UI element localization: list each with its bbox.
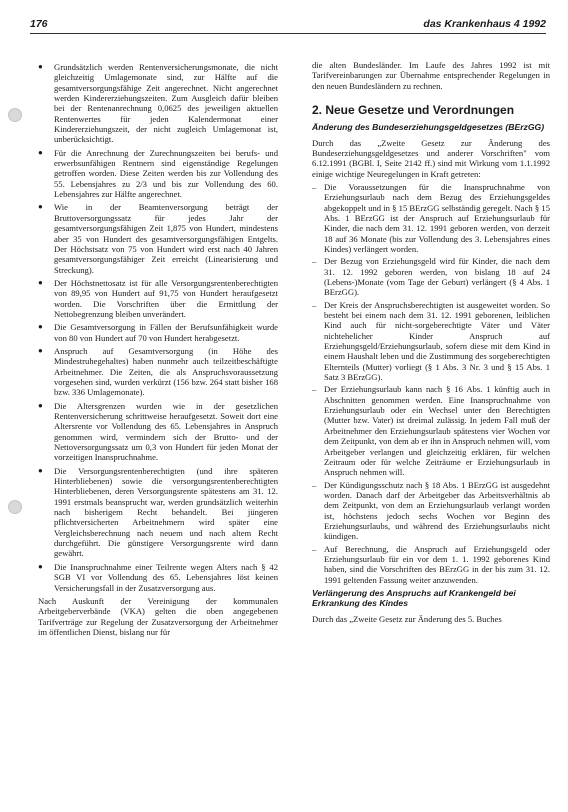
list-item: – Der Bezug von Erziehungsgeld wird für Kinder, die nach dem 31. 12. 1992 geboren werden, von bislang 18 auf 24 (Lebens-)Monate (vom Tage der Geburt) verlängert (§ 4 Abs. 1 BErzGG). — [312, 256, 550, 297]
list-item: ● Die Gesamtversorgung in Fällen der Berufsunfähigkeit wurde von 80 von Hundert auf 70 von Hundert herabgesetzt. — [38, 322, 278, 343]
list-item: – Auf Berechnung, die Anspruch auf Erziehungsgeld oder Erziehungsurlaub für ein vor dem 1. 1. 1992 geborenes Kind haben, sind die Vorschriften des BErzGG in der bis zum 31. 12. 1991 geltenden Fassung weiter anzuwenden. — [312, 544, 550, 585]
dash-list — [312, 182, 550, 585]
journal-title: das Krankenhaus 4 1992 — [423, 18, 546, 30]
punch-hole — [8, 500, 22, 514]
list-item: ● Der Höchstnettosatz ist für alle Versorgungsrentenberechtigten von 89,95 von Hundert auf 91,75 von Hundert heraufgesetzt worden. Die Vorschriften über die Ermittlung der Nettobegrenzung bleiben unverändert. — [38, 278, 278, 319]
bullet-list — [38, 62, 278, 593]
page-header — [30, 18, 546, 32]
list-item: ● Die Inanspruchnahme einer Teilrente wegen Alters nach § 42 SGB VI vor Vollendung des 65. Lebensjahres löst keinen Versicherungsfall in der Zusatzversorgung aus. — [38, 562, 278, 593]
list-item: – Die Voraussetzungen für die Inanspruchnahme von Erziehungsurlaub nach dem Bezug des Erziehungsgeldes abgekoppelt und in § 15 BErzGG selbständig geregelt. Nach § 15 Abs. 1 BErzGG ist der Anspruch auf Erziehungsurlaub für Kinder, die nach dem 31. 12. 1991 geboren werden, von derzeit 18 auf 36 Monate (bis zur Vollendung des 3. Lebensjahres eines Kindes) verlängert worden. — [312, 182, 550, 254]
right-column — [312, 60, 550, 627]
closing-paragraph: Nach Auskunft der Vereinigung der kommunalen Arbeitgeberverbände (VKA) gelten die oben angegebenen Tarifverträge zur Regelung der Zusatzversorgung der Arbeitnehmer im öffentlichen Dienst, bislang nur für — [38, 595, 278, 637]
list-item: ● Für die Anrechnung der Zurechnungszeiten bei berufs- und erwerbsunfähigen Rentnern sind eigenständige Regelungen getroffen worden. Diese Zeiten werden bis zur Vollendung des 55. Lebensjahres zu 2/3 und bis zur Vollendung des 60. Lebensjahres zur Hälfte angerechnet. — [38, 148, 278, 200]
list-item: – Der Kündigungsschutz nach § 18 Abs. 1 BErzGG ist ausgedehnt worden. Danach darf der Arbeitgeber das Arbeitsverhältnis ab dem Zeitpunkt, von dem an Erziehungsurlaub verlangt worden ist, höchstens jedoch sechs Wochen vor Beginn des Erziehungsurlaubs, und während des Erziehungsurlaubs nicht kündigen. — [312, 480, 550, 542]
list-item: ● Die Altersgrenzen wurden wie in der gesetzlichen Rentenversicherung schrittweise heraufgesetzt. Soweit dort eine Altersrente vor Vollendung des 65. Lebensjahres in Anspruch genommen wird, vermindern sich der Brutto- und der Nettoversorgungssatz um 0,3 von Hundert für jeden Monat der vorzeitigen Inanspruchnahme. — [38, 401, 278, 463]
list-item: ● Anspruch auf Gesamtversorgung (in Höhe des Mindestruhegehaltes) haben nunmehr auch teilzeitbeschäftigte Arbeitnehmer. Die Zeiten, die als Anspruchsvoraussetzung vorgesehen sind, wurden verkürzt (156 bzw. 264 statt bisher 168 bzw. 336 Umlagemonate). — [38, 346, 278, 398]
list-item: – Der Kreis der Anspruchsberechtigten ist ausgeweitet worden. So besteht bei einem nach dem 31. 12. 1991 geborenen, leiblichen Kind auch für nicht-sorgeberechtigte Väter und Väter nichtehelicher Kinder Anspruch auf Erziehungsgeld/Erziehungsurlaub, sofern diese mit dem Kind in einem Haushalt leben und die Zustimmung des sorgeberechtigten Elternteils (Mutter) vorliegt (§ 1 Abs. 3 Nr. 3 und § 15 Abs. 1 Satz 3 BErzGG). — [312, 300, 550, 383]
list-item: ● Grundsätzlich werden Rentenversicherungsmonate, die nicht gleichzeitig Umlagemonate sind, zur Hälfte auf die gesamtversorgungsfähige Zeit angerechnet. Nicht angerechnet werden Kindererziehungszeiten. Zum Ausgleich dafür bleiben bei der Rentenanrechnung 0,0625 des jeweiligen aktuellen Rentenwertes für jeden Kalendermonat einer Kindererziehungszeit, der nicht zugleich Umlagemonat ist, unberücksichtigt. — [38, 62, 278, 145]
left-column — [38, 62, 278, 640]
closing-paragraph: Durch das „Zweite Gesetz zur Änderung des 5. Buches — [312, 613, 502, 624]
list-item: ● Die Versorgungsrentenberechtigten (und ihre späteren Hinterbliebenen) sowie die versorgungsrentenberechtigten Hinterbliebenen, deren Versorgungsrente spätestens am 31. 12. 1991 erstmals beansprucht war, werden grundsätzlich weiterhin nach bisherigem Recht behandelt. Bei jüngeren pflichtversicherten Arbeitnehmern wird später eine Vergleichsberechnung nach neuem und nach altem Recht durchgeführt. Die günstigere Versorgungsrente wird dann gewährt. — [38, 466, 278, 559]
subheading: Verlängerung des Anspruchs auf Krankengeld bei Erkrankung des Kindes — [312, 587, 516, 609]
list-item: ● Wie in der Beamtenversorgung beträgt der Bruttoversorgungssatz für jedes Jahr der gesamtversorgungsfähigen Zeit 1,875 von Hundert, mindestens aber 35 von Hundert des gesamtversorgungsfähigen Entgelts. Der Höchstsatz von 75 von Hundert wird erst nach 40 Jahren gesamtversorgungsfähiger Zeit erreicht (Linearisierung und Streckung). — [38, 202, 278, 274]
header-rule — [30, 33, 546, 34]
subheading: Änderung des Bundeserziehungsgeldgesetzes (BErzGG) — [312, 122, 545, 133]
page-number: 176 — [30, 18, 48, 30]
body-paragraph: Durch das „Zweite Gesetz zur Änderung des Bundeserziehungsgeldgesetzes und anderer Vorschriften" vom 6.12.1991 (BGBl. I, Seite 2142 ff.) sind mit Wirkung vom 1.1.1992 einige wichtige Neuregelungen in Kraft getreten: — [312, 137, 550, 179]
list-item: – Der Erziehungsurlaub kann nach § 16 Abs. 1 künftig auch in Abschnitten genommen werden. Eine Inanspruchnahme von Erziehungsurlaub oder ein Wechsel unter den Berechtigten (Mutter bzw. Vater) ist dreimal zulässig. In jedem Fall muß der Arbeitnehmer den Erziehungsurlaub spätestens vier Wochen vor dem Zeitpunkt, von dem ab er ihn in Anspruch nehmen will, vom Arbeitgeber verlangen und gleichzeitig erklären, für welchen Zeitraum oder für welche Zeiträume er Erziehungsurlaub in Anspruch nehmen will. — [312, 384, 550, 477]
punch-hole — [8, 108, 22, 122]
intro-paragraph: die alten Bundesländer. Im Laufe des Jahres 1992 ist mit Tarifvereinbarungen zur Übernahme entsprechender Regelungen in den neuen Bundesländern zu rechnen. — [312, 60, 550, 91]
section-title: 2. Neue Gesetze und Verordnungen — [312, 103, 515, 118]
